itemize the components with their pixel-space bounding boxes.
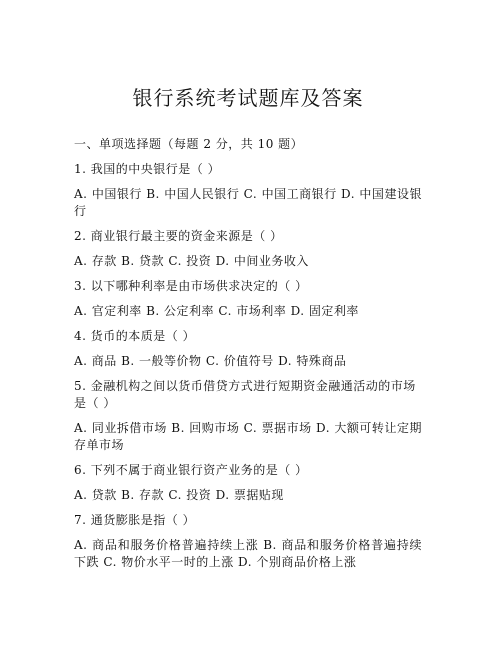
answer-options: A. 官定利率 B. 公定利率 C. 市场利率 D. 固定利率 bbox=[74, 304, 359, 318]
question-item bbox=[74, 228, 422, 270]
document-title: 银行系统考试题库及答案 bbox=[132, 86, 364, 110]
question-text: 2. 商业银行最主要的资金来源是（ ） bbox=[74, 229, 283, 243]
answer-options: A. 商品 B. 一般等价物 C. 价值符号 D. 特殊商品 bbox=[74, 354, 347, 368]
answer-options: A. 中国银行 B. 中国人民银行 C. 中国工商银行 D. 中国建设银行 bbox=[74, 187, 422, 218]
question-item bbox=[74, 512, 422, 571]
question-text: 3. 以下哪种利率是由市场供求决定的（ ） bbox=[74, 279, 308, 293]
question-item bbox=[74, 378, 422, 454]
answer-options: A. 商品和服务价格普遍持续上涨 B. 商品和服务价格普遍持续下跌 C. 物价水平一时的上涨 D. 个别商品价格上涨 bbox=[74, 538, 422, 569]
section-heading: 一、单项选择题（每题 2 分，共 10 题） bbox=[74, 137, 304, 151]
question-item bbox=[74, 278, 422, 320]
question-text: 6. 下列不属于商业银行资产业务的是（ ） bbox=[74, 463, 308, 477]
question-item bbox=[74, 328, 422, 370]
answer-options: A. 存款 B. 贷款 C. 投资 D. 中间业务收入 bbox=[74, 254, 309, 268]
answer-options: A. 同业拆借市场 B. 回购市场 C. 票据市场 D. 大额可转让定期存单市场 bbox=[74, 421, 422, 452]
question-text: 5. 金融机构之间以货币借贷方式进行短期资金融通活动的市场是（ ） bbox=[74, 379, 416, 410]
question-item bbox=[74, 462, 422, 504]
question-text: 4. 货币的本质是（ ） bbox=[74, 329, 196, 343]
answer-options: A. 贷款 B. 存款 C. 投资 D. 票据贴现 bbox=[74, 488, 284, 502]
question-item bbox=[74, 161, 422, 220]
question-text: 1. 我国的中央银行是（ ） bbox=[74, 162, 221, 176]
question-list bbox=[74, 161, 422, 571]
question-text: 7. 通货膨胀是指（ ） bbox=[74, 513, 196, 527]
